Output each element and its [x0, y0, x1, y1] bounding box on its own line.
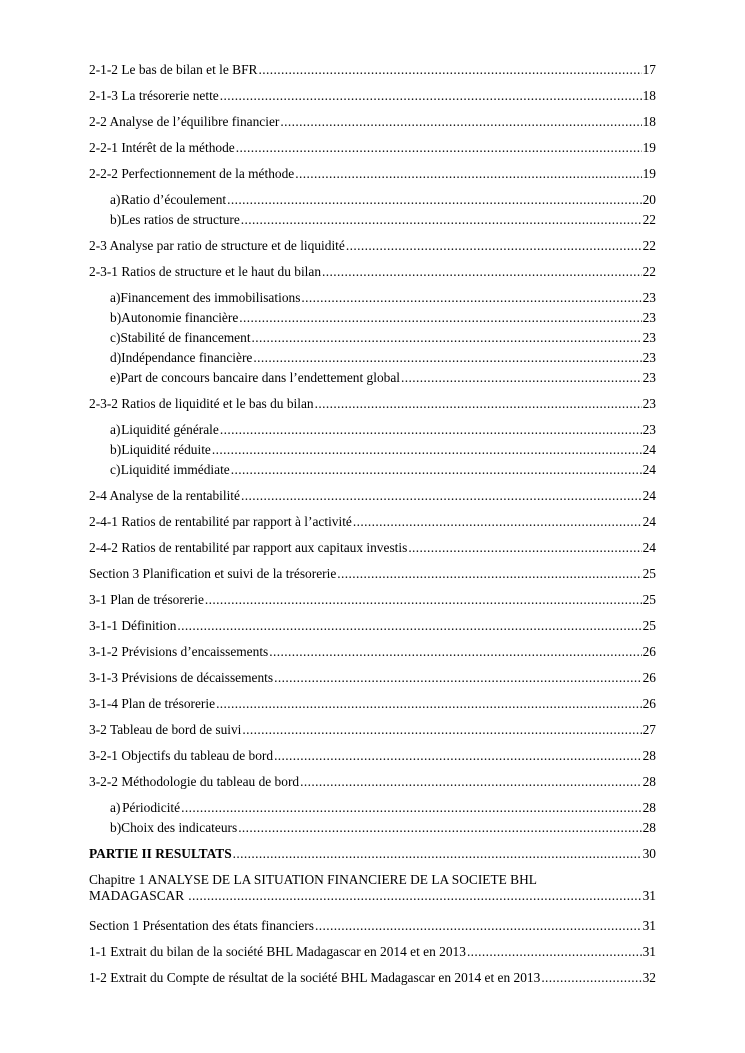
toc-subentry[interactable]	[110, 370, 656, 386]
toc-subentry[interactable]	[110, 820, 656, 836]
toc-entry-part[interactable]	[89, 846, 656, 862]
toc-entry-page: 23	[642, 290, 656, 305]
toc-entry-page: 25	[642, 618, 656, 633]
toc-entry[interactable]	[89, 592, 656, 608]
toc-entry[interactable]	[89, 944, 656, 960]
toc-subentry-letter: c)	[110, 330, 121, 345]
toc-subentry[interactable]	[110, 350, 656, 366]
toc-subentry[interactable]	[110, 462, 656, 478]
toc-entry-page: 24	[642, 540, 656, 555]
dot-leader	[181, 800, 642, 816]
toc-subentry-letter: b)	[110, 442, 122, 457]
toc-entry-page: 22	[642, 212, 656, 227]
dot-leader	[227, 192, 642, 208]
toc-entry-page: 17	[642, 62, 656, 77]
toc-entry-title: Section 1 Présentation des états financiers	[89, 918, 314, 933]
toc-entry-title: Périodicité	[122, 800, 181, 815]
toc-entry[interactable]	[89, 62, 656, 78]
toc-entry-page: 19	[642, 166, 656, 181]
dot-leader	[353, 514, 642, 530]
toc-entry[interactable]	[89, 774, 656, 790]
toc-entry[interactable]	[89, 396, 656, 412]
dot-leader	[216, 696, 642, 712]
toc-entry-title: 1-1 Extrait du bilan de la société BHL Madagascar en 2014 et en 2013	[89, 944, 466, 959]
toc-entry-page: 24	[642, 462, 656, 477]
dot-leader	[238, 820, 641, 836]
toc-entry-page: 18	[642, 88, 656, 103]
dot-leader	[205, 592, 642, 608]
toc-entry[interactable]	[89, 918, 656, 934]
dot-leader	[315, 918, 642, 934]
toc-entry-title: Indépendance financière	[121, 350, 253, 365]
toc-entry-title: 3-1-1 Définition	[89, 618, 177, 633]
toc-entry-page: 28	[642, 774, 656, 789]
dot-leader	[408, 540, 641, 556]
dot-leader	[231, 462, 642, 478]
toc-entry[interactable]	[89, 722, 656, 738]
toc-entry-title: PARTIE II RESULTATS	[89, 846, 232, 861]
dot-leader	[220, 422, 642, 438]
toc-entry-page: 26	[642, 644, 656, 659]
dot-leader	[253, 350, 641, 366]
dot-leader	[188, 888, 641, 904]
toc-entry-page: 24	[642, 514, 656, 529]
toc-entry[interactable]	[89, 748, 656, 764]
toc-entry-title: Financement des immobilisations	[120, 290, 301, 305]
toc-entry[interactable]	[89, 114, 656, 130]
toc-entry-page: 20	[642, 192, 656, 207]
toc-entry-page: 23	[642, 350, 656, 365]
dot-leader	[274, 748, 642, 764]
toc-entry-title-line2: MADAGASCAR	[89, 888, 185, 903]
dot-leader	[236, 140, 642, 156]
toc-entry-page: 23	[642, 310, 656, 325]
toc-entry-title: Les ratios de structure	[121, 212, 240, 227]
toc-entry-title: 3-1 Plan de trésorerie	[89, 592, 204, 607]
toc-entry-title: 2-2-1 Intérêt de la méthode	[89, 140, 235, 155]
dot-leader	[269, 644, 641, 660]
toc-entry-title: Liquidité générale	[121, 422, 219, 437]
toc-subentry-letter: b)	[110, 212, 122, 227]
toc-entry-chapter[interactable]	[89, 872, 656, 904]
toc-subentry[interactable]	[110, 310, 656, 326]
toc-subentry-letter: a)	[110, 800, 121, 815]
dot-leader	[274, 670, 642, 686]
toc-entry[interactable]	[89, 696, 656, 712]
toc-entry-title: Ratio d’écoulement	[120, 192, 227, 207]
toc-entry[interactable]	[89, 670, 656, 686]
toc-entry[interactable]	[89, 970, 656, 986]
dot-leader	[280, 114, 641, 130]
toc-subentry[interactable]	[110, 290, 656, 306]
toc-entry[interactable]	[89, 488, 656, 504]
toc-entry-title: 2-1-3 La trésorerie nette	[89, 88, 219, 103]
toc-entry-page: 24	[642, 442, 656, 457]
dot-leader	[241, 212, 642, 228]
toc-entry[interactable]	[89, 618, 656, 634]
toc-entry-page: 31	[642, 888, 656, 903]
toc-entry[interactable]	[89, 166, 656, 182]
toc-entry-title: Autonomie financière	[121, 310, 239, 325]
dot-leader	[220, 88, 642, 104]
dot-leader	[315, 396, 642, 412]
toc-subentry-letter: b)	[110, 310, 122, 325]
toc-entry-page: 19	[642, 140, 656, 155]
toc-entry-title: Stabilité de financement	[120, 330, 251, 345]
toc-entry-page: 24	[642, 488, 656, 503]
toc-entry-title: Liquidité immédiate	[120, 462, 230, 477]
toc-entry-title: 2-3-1 Ratios de structure et le haut du bilan	[89, 264, 322, 279]
toc-entry-page: 26	[642, 696, 656, 711]
toc-entry-page: 27	[642, 722, 656, 737]
dot-leader	[300, 774, 642, 790]
toc-entry-title: Section 3 Planification et suivi de la trésorerie	[89, 566, 337, 581]
dot-leader	[295, 166, 641, 182]
toc-entry-page: 23	[642, 330, 656, 345]
toc-entry-title: Liquidité réduite	[121, 442, 211, 457]
toc-entry-page: 28	[642, 748, 656, 763]
dot-leader	[242, 722, 641, 738]
toc-entry-title: 3-1-4 Plan de trésorerie	[89, 696, 216, 711]
toc-entry-page: 31	[642, 918, 656, 933]
toc-entry[interactable]	[89, 140, 656, 156]
toc-subentry[interactable]	[110, 442, 656, 458]
toc-entry-page: 22	[642, 264, 656, 279]
toc-subentry[interactable]	[110, 800, 656, 816]
dot-leader	[233, 846, 642, 862]
toc-subentry[interactable]	[110, 330, 656, 346]
toc-entry[interactable]	[89, 514, 656, 530]
toc-entry-title: Part de concours bancaire dans l’endettement global	[120, 370, 401, 385]
toc-subentry-letter: e)	[110, 370, 121, 385]
toc-subentry-letter: c)	[110, 462, 121, 477]
toc-entry-page: 25	[642, 592, 656, 607]
toc-entry-page: 28	[642, 800, 656, 815]
toc-entry-title: 2-4-1 Ratios de rentabilité par rapport à l’activité	[89, 514, 352, 529]
toc-entry-title: 3-2-1 Objectifs du tableau de bord	[89, 748, 274, 763]
dot-leader	[346, 238, 642, 254]
toc-entry-page: 31	[642, 944, 656, 959]
dot-leader	[239, 310, 641, 326]
toc-entry-title: 2-3 Analyse par ratio de structure et de liquidité	[89, 238, 345, 253]
toc-entry-title: 2-4-2 Ratios de rentabilité par rapport aux capitaux investis	[89, 540, 408, 555]
toc-entry[interactable]	[89, 566, 656, 582]
toc-entry-page: 25	[642, 566, 656, 581]
toc-entry-title: 3-2 Tableau de bord de suivi	[89, 722, 242, 737]
toc-entry-page: 22	[642, 238, 656, 253]
toc-entry-page: 18	[642, 114, 656, 129]
toc-entry-title-line1: Chapitre 1 ANALYSE DE LA SITUATION FINANCIERE DE LA SOCIETE BHL	[89, 872, 537, 887]
toc-subentry-letter: a)	[110, 422, 121, 437]
toc-subentry-letter: b)	[110, 820, 122, 835]
toc-entry-page: 28	[642, 820, 656, 835]
toc-entry[interactable]	[89, 88, 656, 104]
toc-subentry-letter: a)	[110, 192, 121, 207]
toc-entry-title: Choix des indicateurs	[121, 820, 238, 835]
toc-subentry[interactable]	[110, 192, 656, 208]
dot-leader	[301, 290, 641, 306]
toc-entry-page: 23	[642, 396, 656, 411]
toc-entry-title: 3-2-2 Méthodologie du tableau de bord	[89, 774, 300, 789]
toc-entry-title: 1-2 Extrait du Compte de résultat de la société BHL Madagascar en 2014 et en 2013	[89, 970, 541, 985]
toc-entry[interactable]	[89, 238, 656, 254]
dot-leader	[212, 442, 642, 458]
toc-subentry[interactable]	[110, 422, 656, 438]
toc-entry-title: 2-2 Analyse de l’équilibre financier	[89, 114, 280, 129]
toc-entry-title: 3-1-2 Prévisions d’encaissements	[89, 644, 269, 659]
toc-entry-title: 2-4 Analyse de la rentabilité	[89, 488, 240, 503]
dot-leader	[177, 618, 641, 634]
toc-entry[interactable]	[89, 264, 656, 280]
toc-entry-title: 3-1-3 Prévisions de décaissements	[89, 670, 274, 685]
dot-leader	[252, 330, 642, 346]
dot-leader	[401, 370, 642, 386]
dot-leader	[322, 264, 642, 280]
toc-entry-page: 32	[642, 970, 656, 985]
toc-entry[interactable]	[89, 644, 656, 660]
toc-entry-page: 23	[642, 370, 656, 385]
toc-entry-page: 23	[642, 422, 656, 437]
dot-leader	[541, 970, 641, 986]
toc-entry-page: 26	[642, 670, 656, 685]
toc-entry-title: 2-1-2 Le bas de bilan et le BFR	[89, 62, 258, 77]
toc-subentry[interactable]	[110, 212, 656, 228]
toc-entry-title: 2-2-2 Perfectionnement de la méthode	[89, 166, 295, 181]
toc-entry-page: 30	[642, 846, 656, 861]
toc-entry-title: 2-3-2 Ratios de liquidité et le bas du bilan	[89, 396, 314, 411]
dot-leader	[467, 944, 642, 960]
toc-subentry-letter: a)	[110, 290, 121, 305]
toc-entry[interactable]	[89, 540, 656, 556]
toc-subentry-letter: d)	[110, 350, 122, 365]
dot-leader	[241, 488, 642, 504]
dot-leader	[337, 566, 641, 582]
dot-leader	[258, 62, 641, 78]
